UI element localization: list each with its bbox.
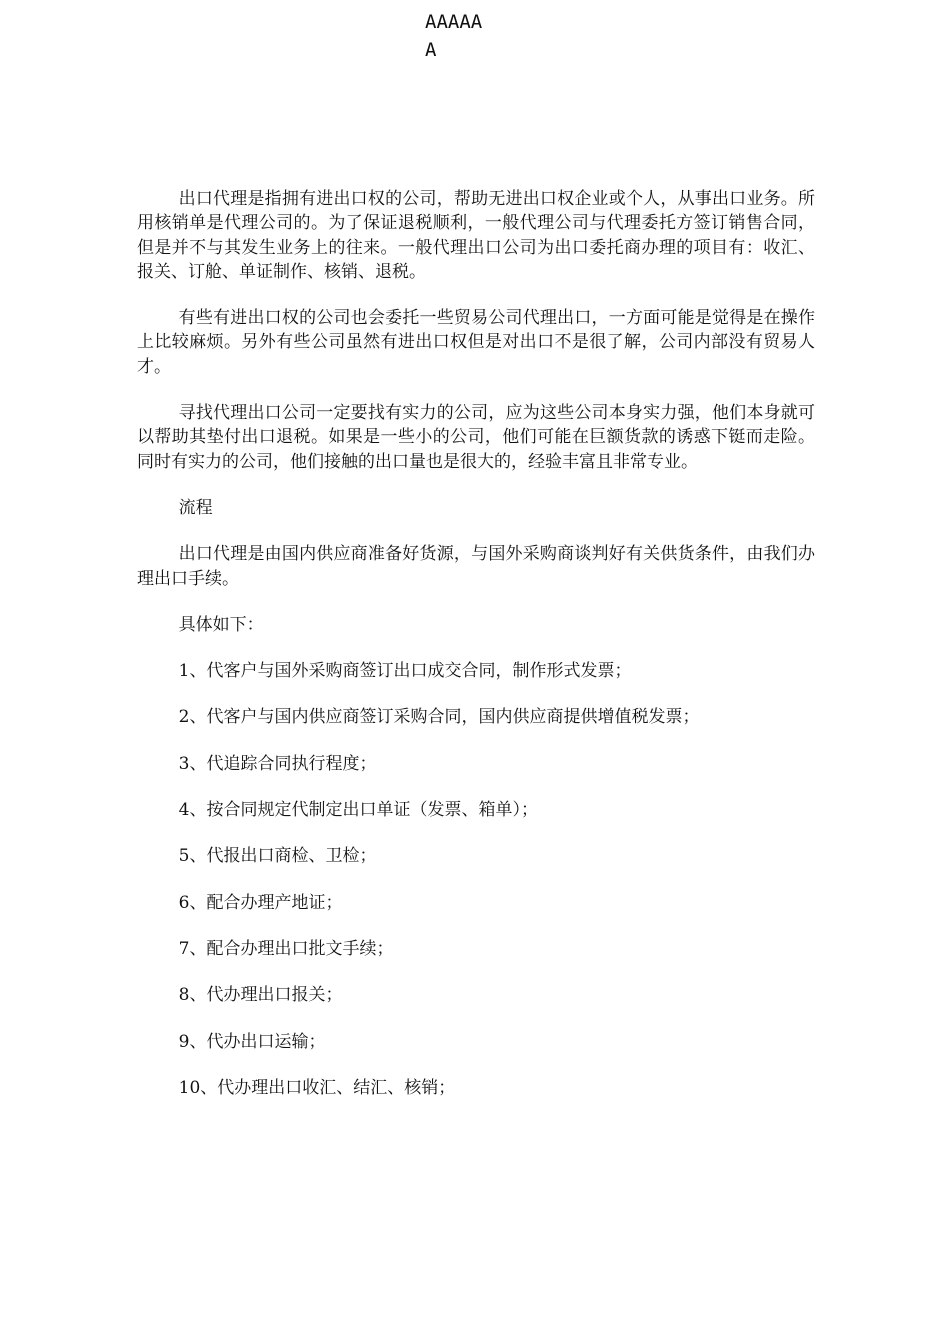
- page-header: [425, 8, 515, 64]
- list-item: 7、配合办理出口批文手续；: [178, 938, 394, 959]
- list-item: 6、配合办理产地证；: [178, 892, 343, 913]
- section-heading-process: 流程: [178, 497, 213, 518]
- header-line-2: A: [425, 39, 437, 61]
- list-item: 5、代报出口商检、卫检；: [178, 846, 377, 867]
- list-item: 10、代办理出口收汇、结汇、核销；: [178, 1077, 456, 1098]
- paragraph-choose-agent: 寻找代理出口公司一定要找有实力的公司，应为这些公司本身实力强，他们本身就可以帮助其垫付出口退税。如果是一些小的公司，他们可能在巨额货款的诱惑下铤而走险。同时有实力的公司，他们接触的出口量也是很大的，经验丰富且非常专业。: [137, 403, 815, 472]
- paragraph-details-label: 具体如下：: [178, 614, 264, 635]
- list-item: 8、代办理出口报关；: [178, 985, 343, 1006]
- paragraph-process-intro: 出口代理是由国内供应商准备好货源，与国外采购商谈判好有关供货条件，由我们办理出口手续。: [137, 544, 815, 589]
- list-item: 1、代客户与国外采购商签订出口成交合同，制作形式发票；: [178, 661, 632, 682]
- document-body: [137, 187, 815, 1122]
- list-item: 4、按合同规定代制定出口单证（发票、箱单）；: [178, 800, 538, 821]
- list-item: 9、代办出口运输；: [178, 1031, 326, 1052]
- paragraph-companies: 有些有进出口权的公司也会委托一些贸易公司代理出口，一方面可能是觉得是在操作上比较麻烦。另外有些公司虽然有进出口权但是对出口不是很了解，公司内部没有贸易人才。: [137, 308, 815, 377]
- paragraph-intro: 出口代理是指拥有进出口权的公司，帮助无进出口权企业或个人，从事出口业务。所用核销单是代理公司的。为了保证退税顺利，一般代理公司与代理委托方签订销售合同，但是并不与其发生业务上的往来。一般代理出口公司为出口委托商办理的项目有：收汇、报关、订舱、单证制作、核销、退税。: [137, 189, 815, 282]
- header-line-1: AAAAA: [425, 11, 483, 33]
- list-item: 2、代客户与国内供应商签订采购合同，国内供应商提供增值税发票；: [178, 707, 700, 728]
- list-item: 3、代追踪合同执行程度；: [178, 753, 377, 774]
